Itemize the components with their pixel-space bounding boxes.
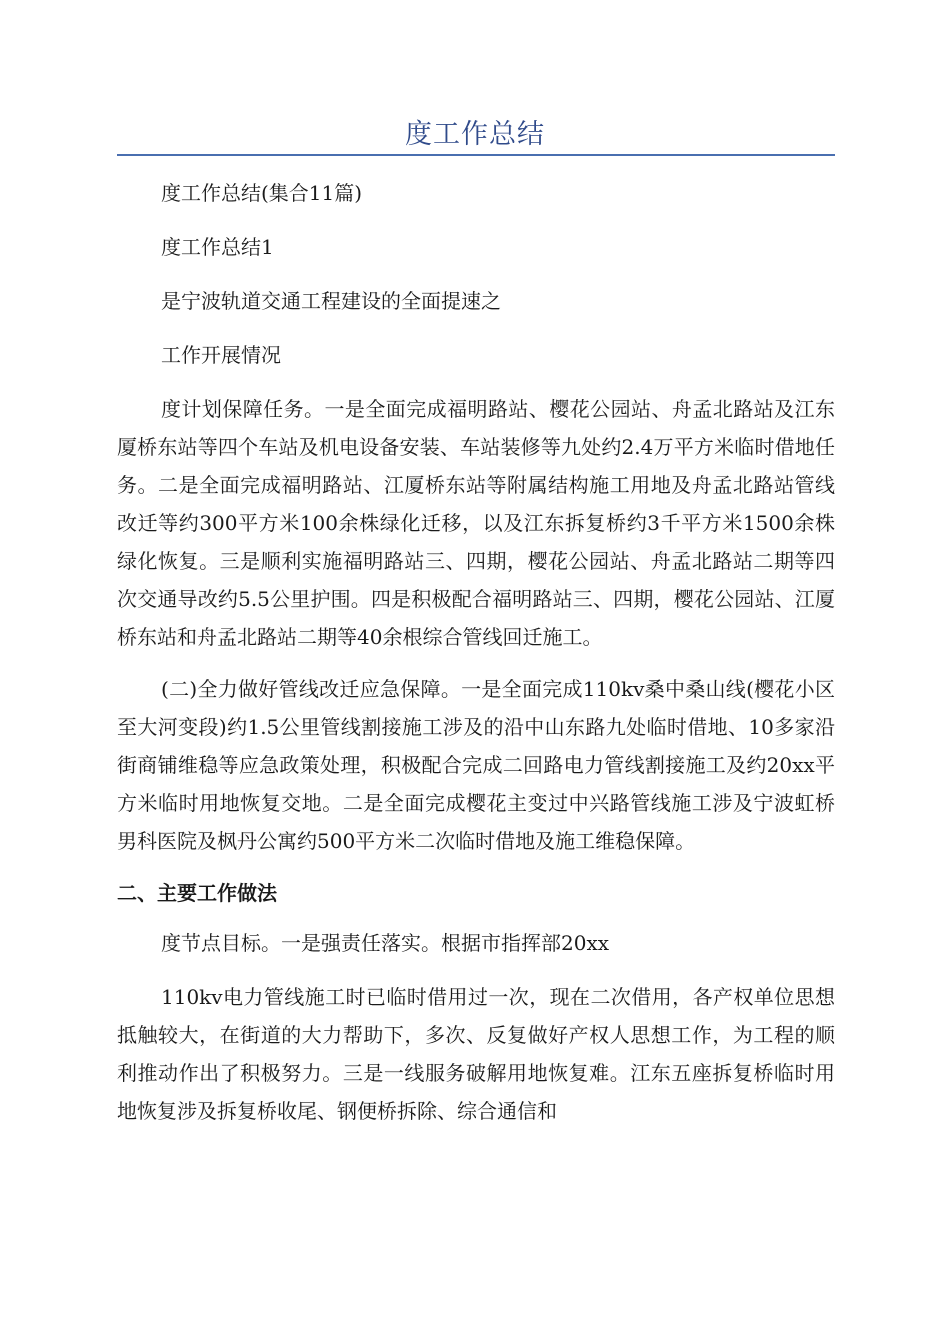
document-title: 度工作总结 <box>405 119 545 150</box>
collection-title: 度工作总结(集合11篇) <box>161 181 363 205</box>
node-target-line: 度节点目标。一是强责任落实。根据市指挥部20xx <box>161 931 610 955</box>
section-label: 工作开展情况 <box>161 343 281 367</box>
section-heading-main-practices: 二、主要工作做法 <box>117 881 277 905</box>
intro-line: 是宁波轨道交通工程建设的全面提速之 <box>161 289 501 313</box>
title-divider <box>117 154 835 156</box>
document-body <box>117 174 835 1144</box>
paragraph-pipeline-emergency: (二)全力做好管线改迁应急保障。一是全面完成110kv桑中桑山线(樱花小区至大河变段)约1.5公里管线割接施工涉及的沿中山东路九处临时借地、10多家沿街商铺维稳等应急政策处理，积极配合完成二回路电力管线割接施工及约20xx平方米临时用地恢复交地。二是全面完成樱花主变过中兴路管线施工涉及宁波虹桥男科医院及枫丹公寓约500平方米二次临时借地及施工维稳保障。 <box>117 677 835 853</box>
article-title: 度工作总结1 <box>161 235 274 259</box>
paragraph-power-pipeline: 110kv电力管线施工时已临时借用过一次，现在二次借用，各产权单位思想抵触较大，在街道的大力帮助下，多次、反复做好产权人思想工作，为工程的顺利推动作出了积极努力。三是一线服务破解用地恢复难。江东五座拆复桥临时用地恢复涉及拆复桥收尾、钢便桥拆除、综合通信和 <box>117 985 835 1123</box>
paragraph-plan-tasks: 度计划保障任务。一是全面完成福明路站、樱花公园站、舟孟北路站及江东厦桥东站等四个车站及机电设备安装、车站装修等九处约2.4万平方米临时借地任务。二是全面完成福明路站、江厦桥东站等附属结构施工用地及舟孟北路站管线改迁等约300平方米100余株绿化迁移，以及江东拆复桥约3千平方米1500余株绿化恢复。三是顺利实施福明路站三、四期，樱花公园站、舟孟北路站二期等四次交通导改约5.5公里护围。四是积极配合福明路站三、四期，樱花公园站、江厦桥东站和舟孟北路站二期等40余根综合管线回迁施工。 <box>117 397 835 649</box>
